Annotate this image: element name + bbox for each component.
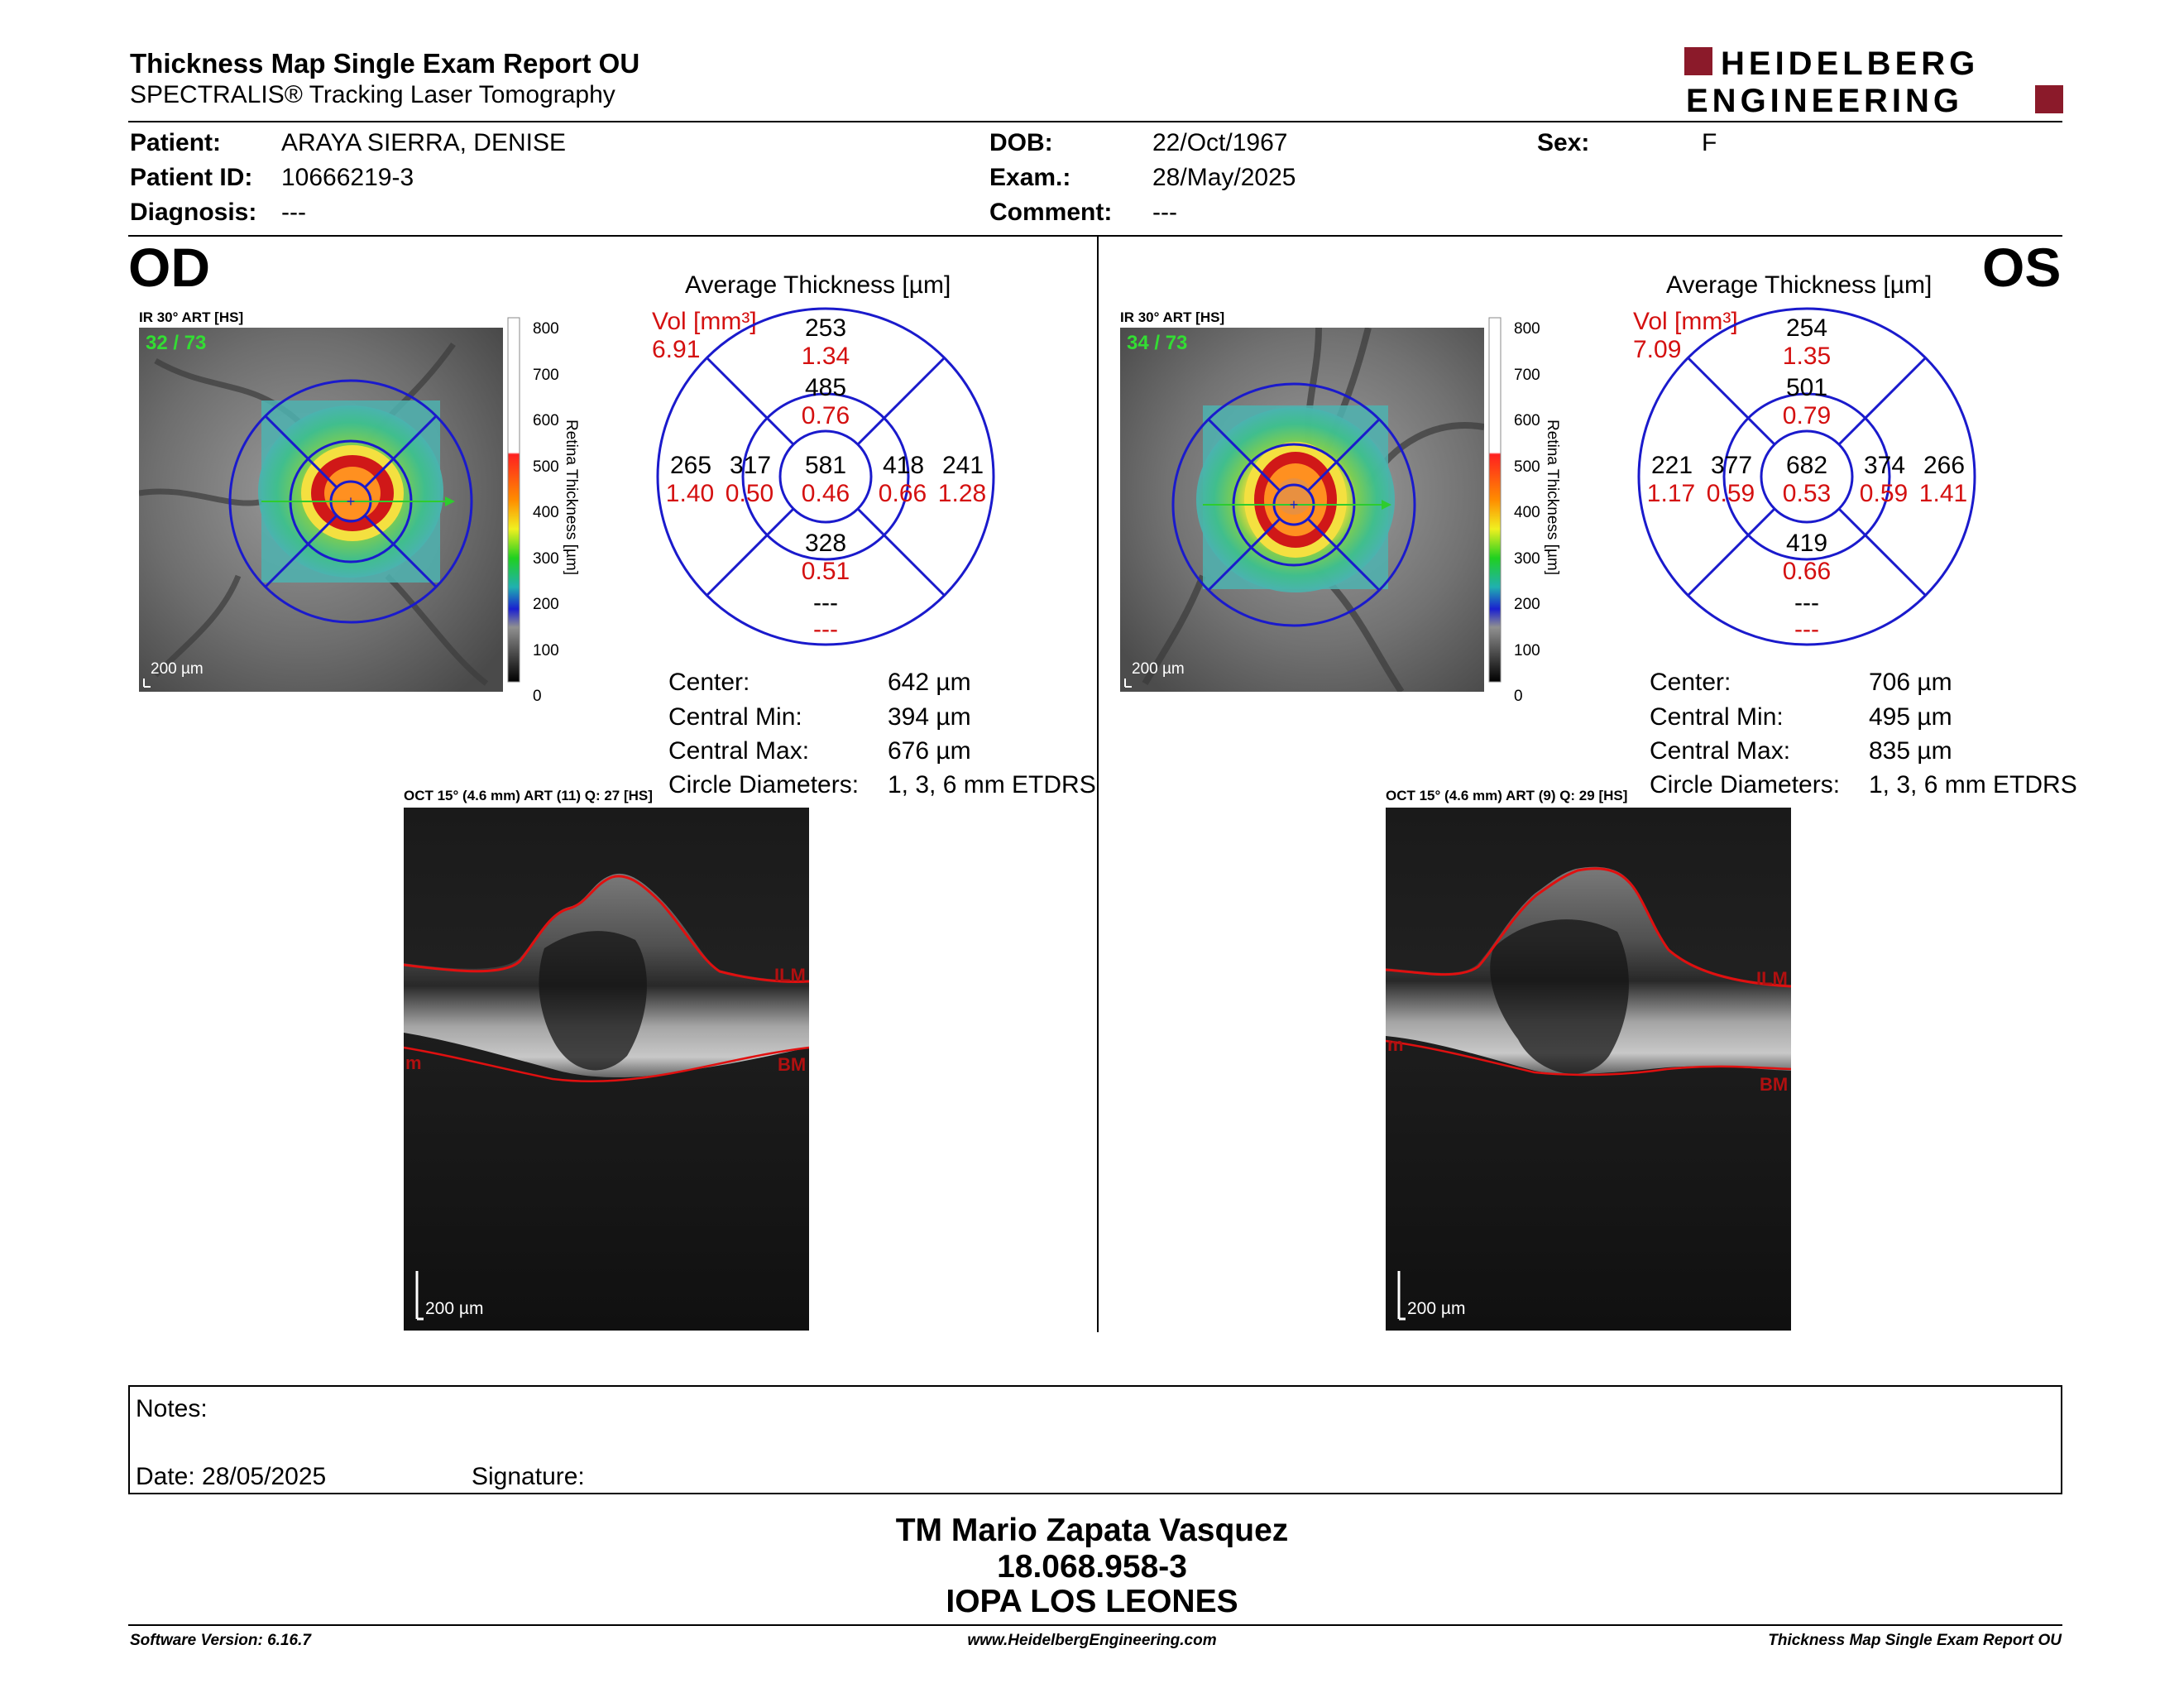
os-center: 682 (1785, 452, 1828, 479)
os-outer-left: 221 (1650, 452, 1693, 479)
od-oct-label: OCT 15° (4.6 mm) ART (11) Q: 27 [HS] (404, 788, 653, 803)
os-outer-right-vol: 1.41 (1918, 480, 1968, 507)
od-min-label: Central Min: (668, 703, 802, 731)
svg-text:ILM: ILM (774, 965, 806, 985)
comment-label: Comment: (989, 199, 1113, 226)
notes-label: Notes: (136, 1395, 208, 1422)
od-avg-thickness-title: Average Thickness [µm] (685, 271, 951, 299)
svg-text:200 µm: 200 µm (151, 660, 204, 678)
od-label: OD (128, 237, 210, 298)
od-max-value: 676 µm (888, 737, 971, 765)
comment-value: --- (1152, 199, 1177, 226)
svg-text:34 / 73: 34 / 73 (1127, 332, 1188, 354)
patient-name: ARAYA SIERRA, DENISE (281, 129, 566, 156)
header-divider (128, 121, 2062, 122)
od-inner-right-vol: 0.66 (878, 480, 927, 507)
patient-label: Patient: (130, 129, 222, 156)
od-outer-bottom-vol: --- (813, 616, 838, 643)
svg-text:m: m (1387, 1034, 1404, 1055)
os-max-label: Central Max: (1650, 737, 1791, 765)
exam-date: 28/May/2025 (1152, 164, 1296, 191)
dob-label: DOB: (989, 129, 1053, 156)
od-center-value: 642 µm (888, 669, 971, 696)
od-outer-left: 265 (669, 452, 712, 479)
os-vol-label: Vol [mm³] 7.09 (1633, 308, 1738, 363)
os-inner-left-vol: 0.59 (1706, 480, 1755, 507)
website-link[interactable]: www.HeidelbergEngineering.com (967, 1632, 1217, 1649)
od-colorbar-title: Retina Thickness [µm] (563, 420, 580, 575)
os-outer-bottom: --- (1794, 589, 1819, 616)
od-inner-bottom: 328 (804, 530, 847, 557)
os-ir-fundus-image[interactable] (1120, 328, 1484, 692)
os-outer-top: 254 (1785, 314, 1828, 342)
od-inner-top-vol: 0.76 (801, 402, 850, 429)
svg-text:+: + (346, 493, 356, 510)
svg-text:BM: BM (1760, 1074, 1789, 1095)
od-vol-label: Vol [mm³] 6.91 (652, 308, 757, 363)
svg-text:200 µm: 200 µm (1132, 660, 1185, 678)
os-diam-value: 1, 3, 6 mm ETDRS (1869, 771, 2077, 798)
report-subtitle: SPECTRALIS® Tracking Laser Tomography (130, 81, 615, 108)
heidelberg-logo (1684, 46, 2065, 116)
od-inner-left: 317 (729, 452, 772, 479)
os-diam-label: Circle Diameters: (1650, 771, 1841, 798)
os-label: OS (1982, 237, 2062, 298)
patient-id: 10666219-3 (281, 164, 414, 191)
eye-divider (1097, 237, 1099, 1332)
od-outer-top-vol: 1.34 (801, 343, 850, 370)
info-divider (128, 235, 2062, 237)
od-inner-top: 485 (804, 374, 847, 401)
od-outer-right-vol: 1.28 (937, 480, 987, 507)
sex-value: F (1702, 129, 1717, 156)
od-inner-right: 418 (882, 452, 925, 479)
od-outer-right: 241 (941, 452, 984, 479)
report-title: Thickness Map Single Exam Report OU (130, 48, 640, 79)
notes-date: Date: 28/05/2025 (136, 1463, 327, 1490)
svg-text:200 µm: 200 µm (425, 1299, 484, 1318)
software-version: Software Version: 6.16.7 (130, 1632, 311, 1649)
od-center: 581 (804, 452, 847, 479)
footer-report-name: Thickness Map Single Exam Report OU (1768, 1632, 2062, 1649)
exam-label: Exam.: (989, 164, 1071, 191)
signoff-id: 18.068.958-3 (997, 1549, 1187, 1585)
signoff-institution: IOPA LOS LEONES (946, 1584, 1238, 1619)
signature-label: Signature: (472, 1463, 585, 1490)
od-colorbar-ticks: 800 700 600 500 400 300 200 100 0 (533, 320, 559, 705)
os-center-value: 706 µm (1869, 669, 1952, 696)
os-inner-bottom: 419 (1785, 530, 1828, 557)
os-outer-bottom-vol: --- (1794, 616, 1819, 643)
os-center-vol: 0.53 (1782, 480, 1832, 507)
sex-label: Sex: (1537, 129, 1590, 156)
footer-divider (128, 1624, 2062, 1626)
os-oct-bscan[interactable] (1386, 808, 1791, 1331)
od-center-label: Center: (668, 669, 750, 696)
os-ir-label: IR 30° ART [HS] (1120, 309, 1225, 325)
os-max-value: 835 µm (1869, 737, 1952, 765)
diagnosis-value: --- (281, 199, 306, 226)
os-inner-left: 377 (1710, 452, 1753, 479)
od-outer-left-vol: 1.40 (665, 480, 715, 507)
svg-text:m: m (405, 1053, 422, 1073)
svg-text:+: + (1289, 496, 1299, 513)
svg-text:200 µm: 200 µm (1407, 1299, 1466, 1318)
os-min-value: 495 µm (1869, 703, 1952, 731)
od-inner-bottom-vol: 0.51 (801, 558, 850, 585)
signoff-name: TM Mario Zapata Vasquez (895, 1513, 1289, 1548)
os-inner-right: 374 (1863, 452, 1906, 479)
svg-text:ILM: ILM (1756, 968, 1788, 989)
svg-text:32 / 73: 32 / 73 (146, 332, 207, 354)
notes-box[interactable] (128, 1385, 2062, 1494)
od-outer-bottom: --- (813, 589, 838, 616)
patient-id-label: Patient ID: (130, 164, 253, 191)
os-min-label: Central Min: (1650, 703, 1784, 731)
od-max-label: Central Max: (668, 737, 810, 765)
od-min-value: 394 µm (888, 703, 971, 731)
od-ir-label: IR 30° ART [HS] (139, 309, 244, 325)
os-inner-right-vol: 0.59 (1859, 480, 1909, 507)
dob-value: 22/Oct/1967 (1152, 129, 1288, 156)
od-outer-top: 253 (804, 314, 847, 342)
os-colorbar-ticks: 800 700 600 500 400 300 200 100 0 (1514, 320, 1540, 705)
os-avg-thickness-title: Average Thickness [µm] (1666, 271, 1933, 299)
od-oct-bscan[interactable] (404, 808, 809, 1331)
od-inner-left-vol: 0.50 (725, 480, 774, 507)
diagnosis-label: Diagnosis: (130, 199, 257, 226)
svg-text:HEIDELBERG: HEIDELBERG (1721, 46, 1980, 82)
svg-text:ENGINEERING: ENGINEERING (1686, 83, 1964, 116)
os-colorbar-title: Retina Thickness [µm] (1544, 420, 1561, 575)
od-diam-value: 1, 3, 6 mm ETDRS (888, 771, 1096, 798)
os-outer-left-vol: 1.17 (1646, 480, 1696, 507)
os-inner-top: 501 (1785, 374, 1828, 401)
os-oct-label: OCT 15° (4.6 mm) ART (9) Q: 29 [HS] (1386, 788, 1628, 803)
os-inner-top-vol: 0.79 (1782, 402, 1832, 429)
od-center-vol: 0.46 (801, 480, 850, 507)
od-diam-label: Circle Diameters: (668, 771, 860, 798)
os-outer-right: 266 (1923, 452, 1966, 479)
os-inner-bottom-vol: 0.66 (1782, 558, 1832, 585)
os-outer-top-vol: 1.35 (1782, 343, 1832, 370)
svg-text:BM: BM (778, 1054, 807, 1075)
od-ir-fundus-image[interactable] (139, 328, 503, 692)
os-center-label: Center: (1650, 669, 1731, 696)
